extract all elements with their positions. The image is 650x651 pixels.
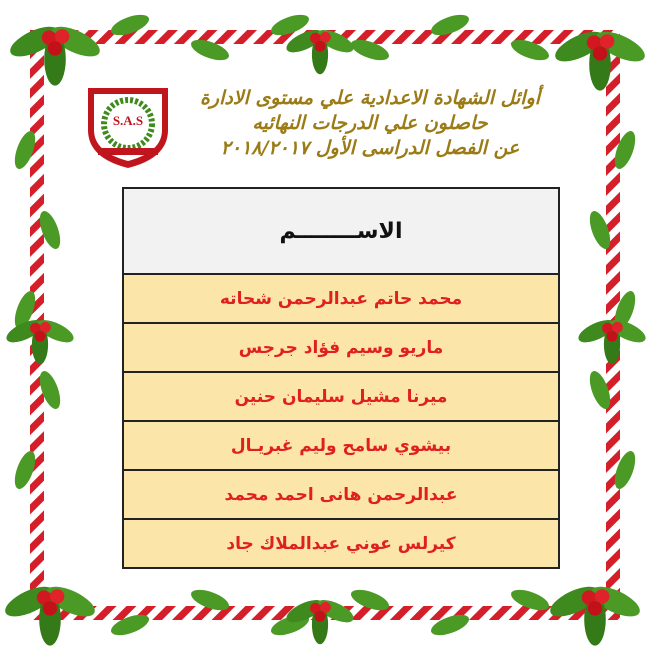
logo-text: S.A.S (112, 113, 144, 128)
table-row: بيشوي سامح وليم غبريـال (124, 422, 558, 471)
table-row: كيرلس عوني عبدالملاك جاد (124, 520, 558, 567)
header-line-3: عن الفصل الدراسى الأول ٢٠١٨/٢٠١٧ (220, 137, 520, 159)
page-header (190, 86, 550, 161)
table-row: عبدالرحمن هانى احمد محمد (124, 471, 558, 520)
header-line-1: أوائل الشهادة الاعدادية علي مستوى الادارة (199, 87, 541, 109)
school-logo (82, 80, 174, 172)
table-row: ميرنا مشيل سليمان حنين (124, 373, 558, 422)
header-line-2: حاصلون علي الدرجات النهائيه (252, 112, 488, 134)
table-header-name: الاســــــــم (124, 189, 558, 275)
table-row: ماريو وسيم فؤاد جرجس (124, 324, 558, 373)
honor-roll-table (122, 187, 560, 569)
table-row: محمد حاتم عبدالرحمن شحاته (124, 275, 558, 324)
